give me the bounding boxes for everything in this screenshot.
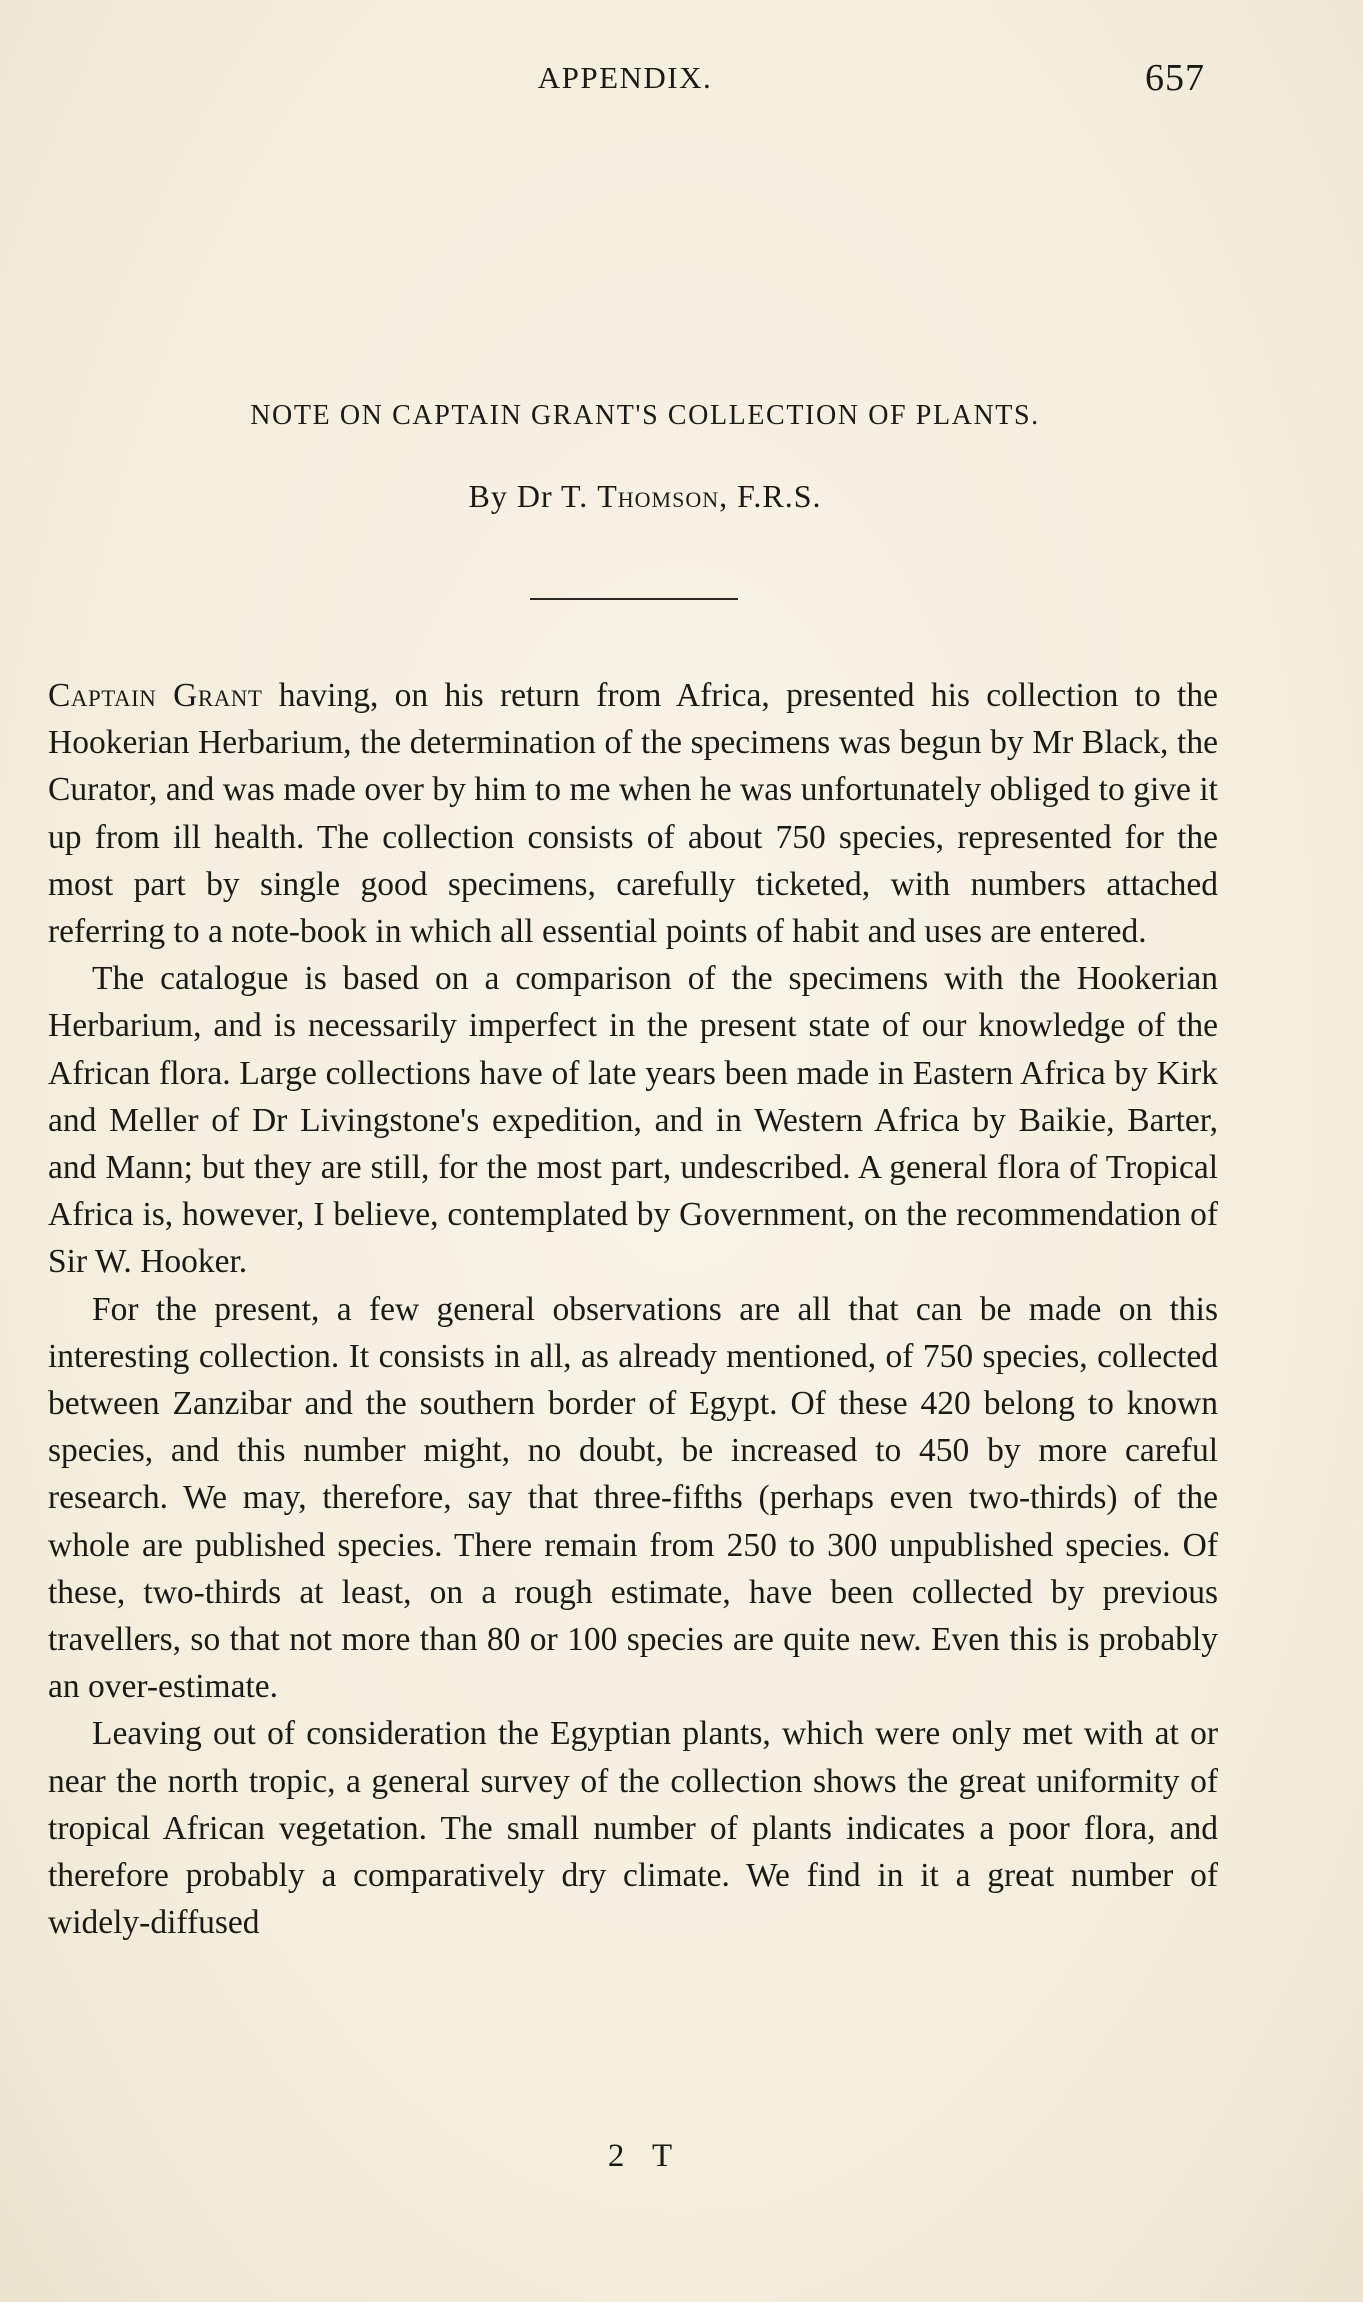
paragraph-1-lead: Captain Grant [48,677,263,714]
paragraph-4: Leaving out of consideration the Egyptian plants, which were only met with at or near the north tropic, a general survey of the collection shows the great uniformity of tropical African vegetation. The small number of plants indicates a poor flora, and therefore probably a comparatively dry climate. We find in it a great number of widely-diffused [48,1715,1218,1942]
paragraph-2: The catalogue is based on a comparison of the specimens with the Hookerian Herbarium, and is necessarily imperfect in the present state of our knowledge of the African flora. Large collections have of late years been made in Eastern Africa by Kirk and Meller of Dr Livingstone's expedition, and in Western Africa by Baikie, Barter, and Mann; but they are still, for the most part, undescribed. A general flora of Tropical Africa is, however, I believe, contemplated by Government, on the recommendation of Sir W. Hooker. [48,960,1218,1281]
running-head-title: APPENDIX. [537,60,713,95]
paragraph-1 [48,672,1218,955]
body-text [48,672,1218,1946]
paragraph-1-text: having, on his return from Africa, presented his collection to the Hookerian Herbarium, the determination of the specimens was begun by Mr Black, the Curator, and was made over by him to me when he was unfortunately obliged to give it up from ill health. The collection consists of about 750 species, represented for the most part by single good specimens, carefully ticketed, with numbers attached referring to a note-book in which all essential points of habit and uses are entered. [48,677,1218,951]
byline-suffix: , F.R.S. [719,478,822,514]
page-number: 657 [1145,57,1205,99]
byline-prefix: By Dr T. [468,478,598,514]
note-title: NOTE ON CAPTAIN GRANT'S COLLECTION OF PLANTS. [250,400,1040,431]
running-head [0,57,1363,110]
section-divider-rule [530,598,738,600]
paragraph-3: For the present, a few general observations are all that can be made on this interesting collection. It consists in all, as already mentioned, of 750 species, collected between Zanzibar and the southern border of Egypt. Of these 420 belong to known species, and this number might, no doubt, be increased to 450 by more careful research. We may, therefore, say that three-fifths (perhaps even two-thirds) of the whole are published species. There remain from 250 to 300 unpublished species. Of these, two-thirds at least, on a rough estimate, have been collected by previous travellers, so that not more than 80 or 100 species are quite new. Even this is probably an over-estimate. [48,1290,1218,1706]
byline [0,478,1290,515]
signature-mark: 2 T [607,2138,683,2174]
byline-author-name: Thomson [597,478,720,514]
